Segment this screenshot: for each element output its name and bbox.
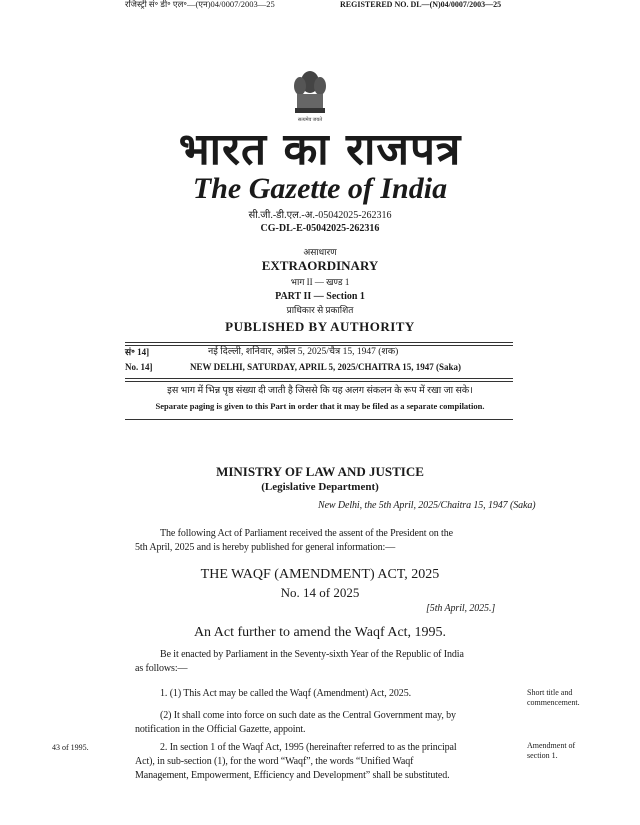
ministry: MINISTRY OF LAW AND JUSTICE — [216, 464, 424, 479]
national-emblem-icon — [291, 68, 329, 124]
issue-date: NEW DELHI, SATURDAY, APRIL 5, 2025/CHAITRA 15, 1947 (Saka) — [190, 362, 462, 372]
issue-no-hindi: सं॰ 14] — [125, 347, 150, 357]
section-2-c: Management, Empowerment, Efficiency and Development” shall be substituted. — [135, 770, 450, 781]
enacting-clause-1: Be it enacted by Parliament in the Seventy-sixth Year of the Republic of India — [160, 649, 464, 660]
registration-hindi: रजिस्ट्री सं॰ डी॰ एल॰—(एन)04/0007/2003—25 — [125, 0, 275, 9]
divider — [125, 342, 513, 346]
section-1-2a: (2) It shall come into force on such date as the Central Government may, by — [160, 710, 456, 721]
section-2-a: 2. In section 1 of the Waqf Act, 1995 (hereinafter referred to as the principal — [160, 742, 457, 753]
long-title: An Act further to amend the Waqf Act, 1995. — [193, 625, 447, 640]
act-title: THE WAQF (AMENDMENT) ACT, 2025 — [200, 567, 440, 582]
intro-line-1: The following Act of Parliament received the assent of the President on the — [160, 528, 453, 539]
paging-note: Separate paging is given to this Part in order that it may be filed as a separate compilation. — [155, 401, 485, 411]
act-number: No. 14 of 2025 — [280, 585, 360, 600]
english-masthead: The Gazette of India — [192, 172, 448, 205]
intro-line-2: 5th April, 2025 and is hereby published for general information:— — [135, 542, 396, 553]
hindi-published: प्राधिकार से प्रकाशित — [286, 305, 354, 315]
section-1-2b: notification in the Official Gazette, appoint. — [135, 724, 306, 735]
section-2-b: Act), in sub-section (1), for the word “Waqf”, the words “Unified Waqf — [135, 756, 414, 767]
hindi-masthead: भारत का राजपत्र — [178, 124, 462, 175]
enacting-clause-2: as follows:— — [135, 663, 188, 674]
hindi-extraordinary: असाधारण — [303, 247, 337, 257]
registration-english: REGISTERED NO. DL—(N)04/0007/2003—25 — [340, 0, 502, 9]
paging-note-hindi: इस भाग में भिन्न पृष्ठ संख्या दी जाती है जिससे कि यह अलग संकलन के रूप में रखा जा सके। — [167, 386, 473, 396]
svg-text:सत्यमेव जयते: सत्यमेव जयते — [297, 118, 323, 123]
dateline: New Delhi, the 5th April, 2025/Chaitra 15, 1947 (Saka) — [318, 500, 536, 511]
part-section: PART II — Section 1 — [275, 291, 365, 302]
published-by-authority: PUBLISHED BY AUTHORITY — [225, 319, 415, 334]
divider — [125, 378, 513, 382]
extraordinary: EXTRAORDINARY — [261, 258, 379, 273]
department: (Legislative Department) — [261, 481, 379, 493]
assent-date: [5th April, 2025.] — [426, 603, 496, 614]
hindi-part: भाग II — खण्ड 1 — [290, 277, 350, 287]
code-english: CG-DL-E-05042025-262316 — [260, 223, 380, 234]
issue-date-hindi: नई दिल्ली, शनिवार, अप्रैल 5, 2025/चैत्र 15, 1947 (शक) — [208, 347, 399, 357]
margin-note-amendment: Amendment of section 1. — [527, 741, 576, 760]
divider — [125, 419, 513, 420]
margin-note-reference: 43 of 1995. — [52, 743, 89, 752]
section-1-1: 1. (1) This Act may be called the Waqf (Amendment) Act, 2025. — [160, 688, 411, 699]
issue-no: No. 14] — [125, 362, 153, 372]
margin-note-short-title: Short title and commencement. — [527, 688, 580, 707]
code-hindi: सी.जी.-डी.एल.-अ.-05042025-262316 — [248, 210, 392, 221]
